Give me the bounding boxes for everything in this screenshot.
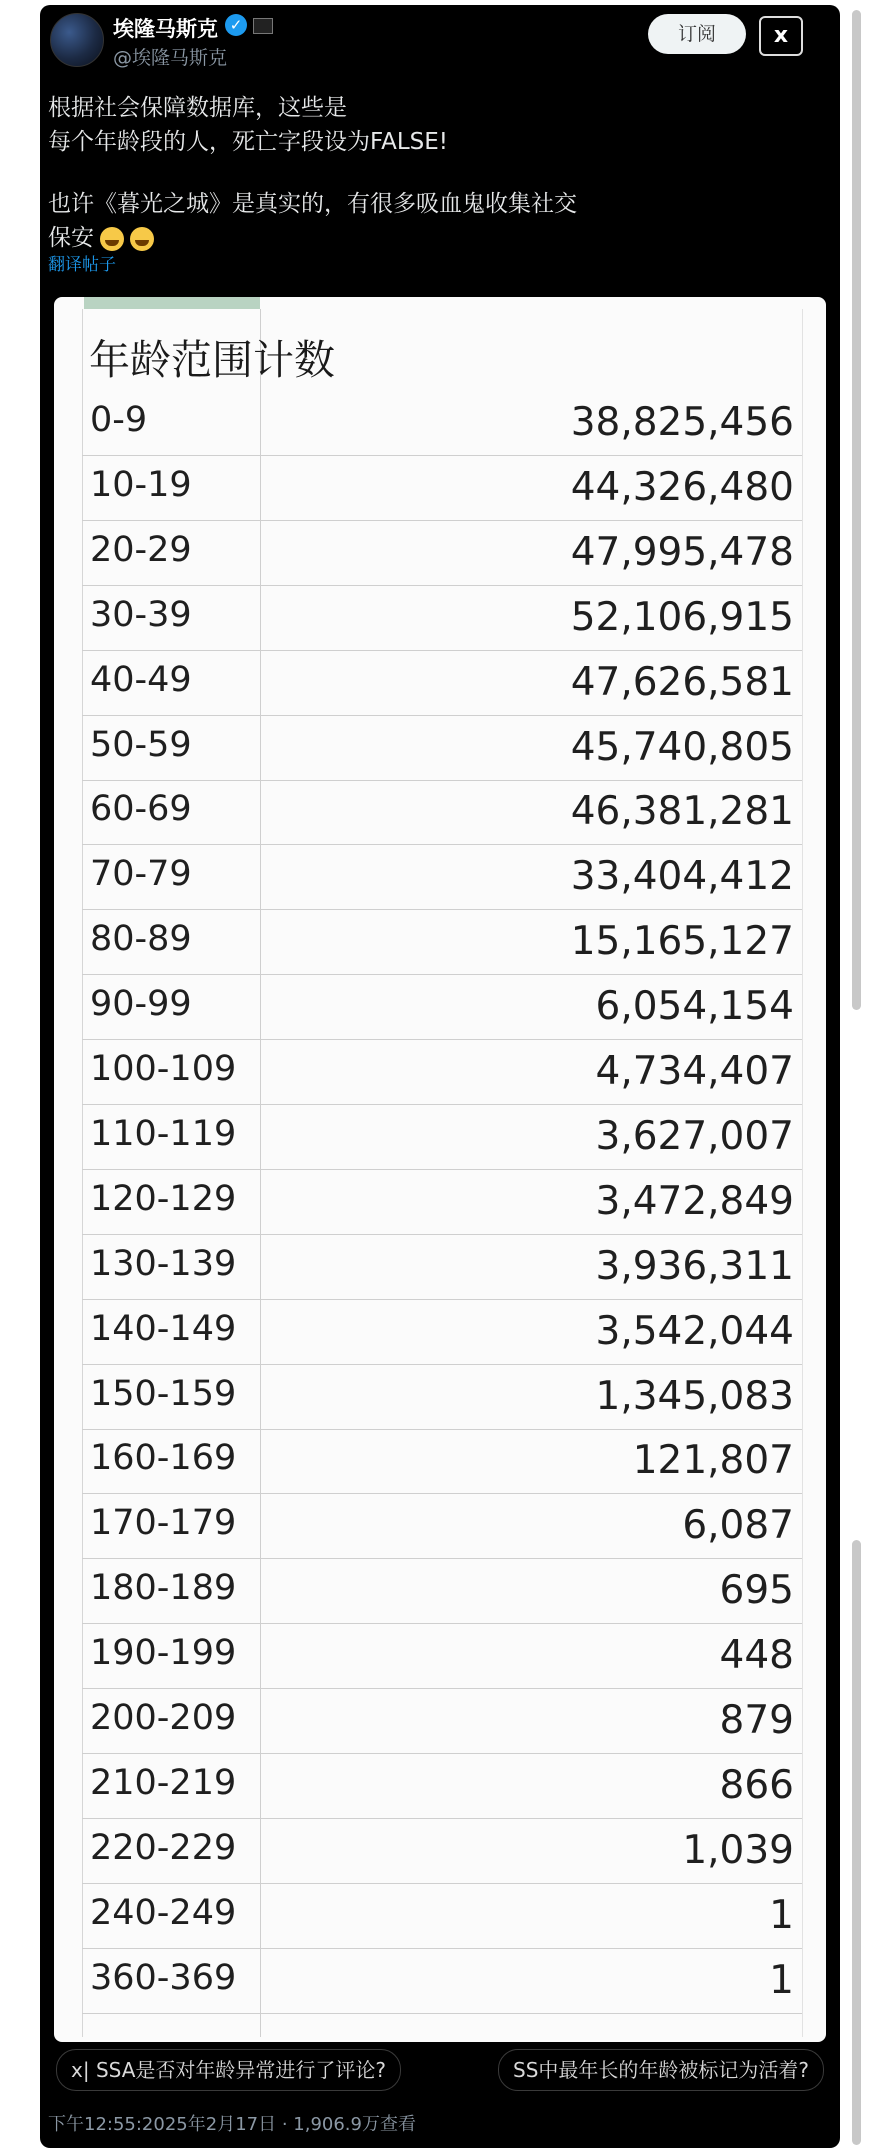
table-row xyxy=(82,585,802,651)
grid-line xyxy=(802,309,803,2037)
grok-button[interactable]: x xyxy=(759,16,803,56)
count-cell: 3,627,007 xyxy=(595,1113,794,1159)
age-range-cell: 180-189 xyxy=(90,1568,237,1609)
table-row xyxy=(82,1753,802,1819)
scrollbar[interactable] xyxy=(852,1540,861,2145)
age-range-cell: 160-169 xyxy=(90,1438,237,1479)
table-row xyxy=(82,1234,802,1300)
author-handle[interactable]: @埃隆马斯克 xyxy=(113,47,228,69)
count-cell: 33,404,412 xyxy=(570,854,794,900)
laughing-emoji-icon xyxy=(130,227,154,251)
count-cell: 1 xyxy=(769,1957,794,2003)
post-text-line: 根据社会保障数据库，这些是 xyxy=(48,95,347,121)
table-row xyxy=(82,1428,802,1494)
age-range-cell: 20-29 xyxy=(90,529,192,570)
table-row xyxy=(82,844,802,910)
subscribe-button[interactable]: 订阅 xyxy=(648,14,746,54)
table-row xyxy=(82,715,802,781)
count-cell: 6,087 xyxy=(682,1503,794,1549)
table-row xyxy=(82,650,802,716)
count-cell: 448 xyxy=(719,1633,794,1679)
table-row xyxy=(82,1039,802,1105)
age-range-cell: 360-369 xyxy=(90,1957,237,1998)
table-row xyxy=(82,1883,802,1949)
spreadsheet-image[interactable] xyxy=(54,297,826,2042)
table-row xyxy=(82,909,802,975)
count-cell: 46,381,281 xyxy=(570,789,794,835)
table-row xyxy=(82,1364,802,1430)
table-row xyxy=(82,1818,802,1884)
age-range-cell: 170-179 xyxy=(90,1503,237,1544)
age-range-cell: 40-49 xyxy=(90,659,192,700)
related-question-chip[interactable] xyxy=(56,2049,401,2091)
table-row xyxy=(82,1688,802,1754)
age-range-cell: 210-219 xyxy=(90,1762,237,1803)
age-range-cell: 0-9 xyxy=(90,400,148,440)
table-row xyxy=(82,1948,802,2014)
count-cell: 4,734,407 xyxy=(595,1049,794,1094)
table-row xyxy=(82,390,802,456)
count-cell: 866 xyxy=(719,1762,794,1808)
age-range-cell: 190-199 xyxy=(90,1633,237,1674)
age-range-cell: 240-249 xyxy=(90,1892,237,1933)
count-cell: 121,807 xyxy=(632,1438,794,1484)
sheet-header-bar xyxy=(84,297,260,309)
count-cell: 47,995,478 xyxy=(570,529,794,575)
age-range-cell: 150-159 xyxy=(90,1373,237,1414)
age-range-cell: 80-89 xyxy=(90,919,192,960)
count-cell: 1,039 xyxy=(682,1827,794,1873)
count-cell: 879 xyxy=(719,1698,794,1743)
table-row xyxy=(82,974,802,1040)
count-cell: 3,542,044 xyxy=(595,1308,794,1354)
post-text-line: 每个年龄段的人，死亡字段设为FALSE! xyxy=(48,129,449,155)
table-row xyxy=(82,779,802,845)
count-cell: 6,054,154 xyxy=(595,984,794,1030)
age-range-cell: 50-59 xyxy=(90,724,192,765)
table-title: 年龄范围计数 xyxy=(89,336,335,384)
age-range-cell: 70-79 xyxy=(90,854,192,895)
post-text xyxy=(48,187,577,255)
post-text-line: 保安 xyxy=(48,225,94,251)
chip-label: SSA是否对年龄异常进行了评论? xyxy=(95,2058,386,2082)
table-row xyxy=(82,1169,802,1235)
avatar[interactable] xyxy=(50,13,104,67)
post-meta: 下午12:55:2025年2月17日 · 1,906.9万查看 xyxy=(48,2114,416,2135)
age-range-cell: 60-69 xyxy=(90,789,192,830)
count-cell: 3,936,311 xyxy=(595,1243,794,1289)
age-range-cell: 220-229 xyxy=(90,1827,237,1868)
table-row xyxy=(82,1623,802,1689)
post-text-line: 也许《暮光之城》是真实的，有很多吸血鬼收集社交 xyxy=(48,191,577,217)
age-range-cell: 140-149 xyxy=(90,1308,237,1349)
scrollbar[interactable] xyxy=(852,10,861,1010)
age-range-cell: 200-209 xyxy=(90,1698,237,1738)
count-cell: 38,825,456 xyxy=(570,400,794,445)
post-header xyxy=(40,5,840,75)
count-cell: 3,472,849 xyxy=(595,1178,794,1224)
grok-icon: x| xyxy=(71,2058,90,2082)
count-cell: 45,740,805 xyxy=(570,724,794,770)
post-text xyxy=(48,91,448,159)
age-range-cell: 110-119 xyxy=(90,1113,237,1154)
table-row xyxy=(82,1558,802,1624)
age-range-cell: 120-129 xyxy=(90,1178,237,1219)
post-card xyxy=(40,5,840,2148)
table-row xyxy=(82,455,802,521)
translate-link[interactable]: 翻译帖子 xyxy=(48,255,116,275)
count-cell: 1 xyxy=(769,1892,794,1938)
table-row xyxy=(82,1104,802,1170)
table-row xyxy=(82,1299,802,1365)
count-cell: 44,326,480 xyxy=(570,464,794,510)
count-cell: 15,165,127 xyxy=(570,919,794,965)
age-range-cell: 10-19 xyxy=(90,464,192,505)
author-name[interactable]: 埃隆马斯克 xyxy=(113,17,218,41)
count-cell: 695 xyxy=(719,1568,794,1614)
verified-icon: ✓ xyxy=(225,14,247,36)
count-cell: 1,345,083 xyxy=(595,1373,794,1419)
table-row xyxy=(82,520,802,586)
related-question-chip[interactable] xyxy=(498,2049,824,2091)
laughing-emoji-icon xyxy=(100,227,124,251)
chip-label: SS中最年长的年龄被标记为活着? xyxy=(513,2058,810,2082)
age-range-cell: 90-99 xyxy=(90,984,192,1025)
count-cell: 52,106,915 xyxy=(570,594,794,640)
age-range-cell: 100-109 xyxy=(90,1049,237,1089)
age-range-cell: 130-139 xyxy=(90,1243,237,1284)
table-row xyxy=(82,1493,802,1559)
age-range-cell: 30-39 xyxy=(90,594,192,635)
count-cell: 47,626,581 xyxy=(570,659,794,705)
flag-icon xyxy=(253,18,273,34)
